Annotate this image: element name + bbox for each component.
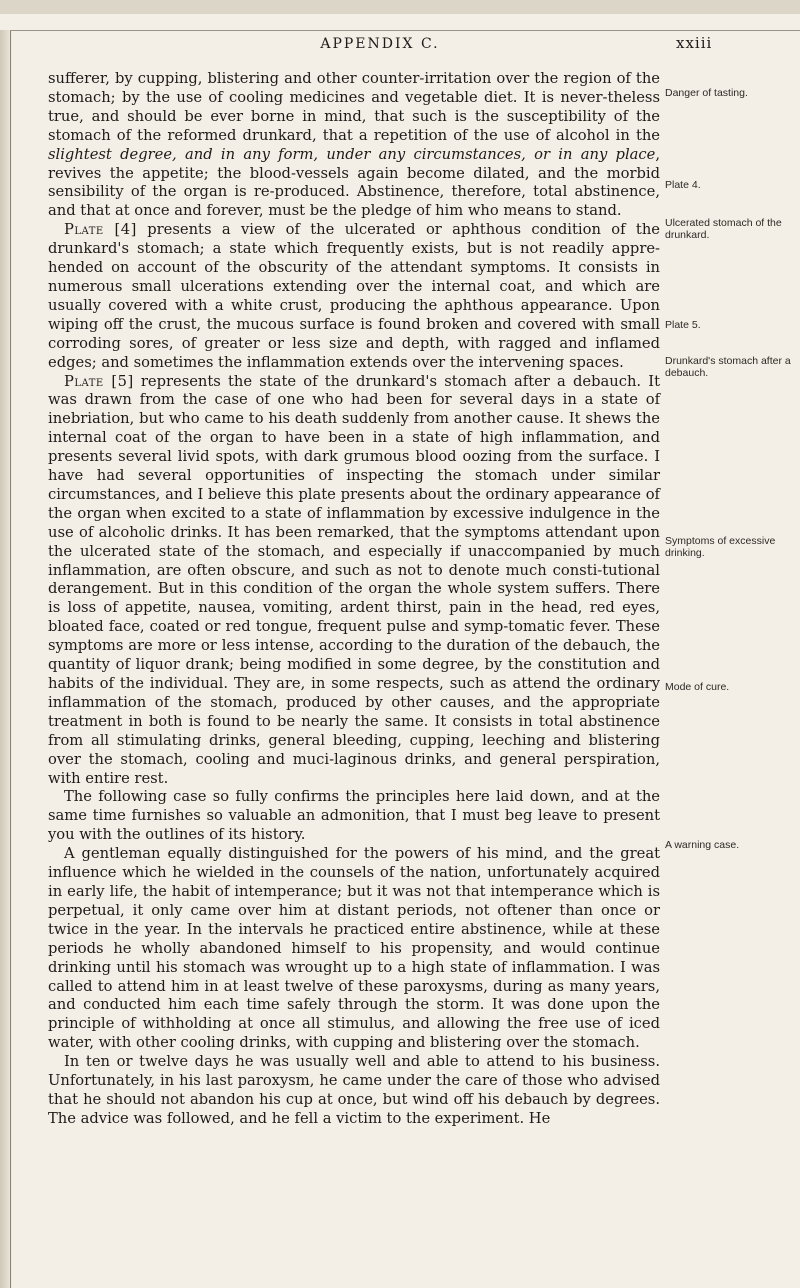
paragraph-2 — [48, 221, 660, 372]
header-rule — [10, 30, 800, 31]
paragraph-5: A gentleman equally distinguished for the powers of his mind, and the great influence which he wielded in the counsels of the nation, unfortunately acquired in early life, the habit of intemperance; but it was not that intemperance which is perpetual, it only came over him at distant periods, not oftener than once or twice in the year. In the intervals he practiced entire abstinence, while at these periods he wholly abandoned himself to his propensity, and would continue drinking until his stomach was wrought up to a high state of inflammation. I was called to attend him in at least twelve of these paroxysms, during as many years, and conducted him each time safely through the storm. It was done upon the principle of withholding at once all stimulus, and allowing the free use of iced water, with other cooling drinks, with cupping and blistering over the stomach. — [48, 845, 660, 1052]
paragraph-3-text: represents the state of the drunkard's stomach after a debauch. It was drawn from the case of one who had been for several days in a state of inebriation, but who came to his death suddenly from another cause. It shews the internal coat of the organ to have been in a state of high inflammation, and presents several livid spots, with dark grumous blood oozing from the surface. I have had several opportunities of inspecting the stomach under similar circumstances, and I believe this plate presents about the ordinary appearance of the organ when excited to a state of inflammation by excessive indulgence in the use of alcoholic drinks. It has been remarked, that the symptoms attendant upon the ulcerated state of the stomach, and especially if unaccompanied by much inflammation, are often obscure, and such as not to denote much consti-tutional derangement. But in this condition of the organ the whole system suffers. There is loss of appetite, nausea, vomiting, ardent thirst, pain in the head, red eyes, bloated face, coated or red tongue, frequent pulse and symp-tomatic fever. These symptoms are more or less intense, according to the duration of the debauch, the quantity of liquor drank; being modified in some degree, by the constitution and habits of the individual. They are, in some respects, such as attend the ordinary inflammation of the stomach, produced by other causes, and the appropriate treatment in both is found to be nearly the same. It consists in total abstinence from all stimulating drinks, general bleeding, cupping, leeching and blistering over the stomach, cooling and muci-laginous drinks, and general perspiration, with entire rest. — [48, 372, 660, 787]
page-number: xxiii — [676, 34, 713, 52]
paragraph-3 — [48, 373, 660, 789]
paragraph-1 — [48, 70, 660, 221]
previous-page-edge — [0, 0, 800, 14]
paragraph-4: The following case so fully confirms the principles here laid down, and at the same time furnishes so valuable an admonition, that I must beg leave to present you with the outlines of its history. — [48, 788, 660, 844]
paragraph-1-text-b: , revives the appetite; the blood-vessels again become dilated, and the morbid sensibility of the organ is re-produced. Abstinence, therefore, total abstinence, and that at once and forever, must be the pledge of him who means to stand. — [48, 145, 660, 220]
margin-note-plate-5: Plate 5. — [665, 319, 701, 331]
paragraph-6: In ten or twelve days he was usually well and able to attend to his business. Unfortunately, in his last paroxysm, he came under the care of those who advised that he should not abandon his cup at once, but wind off his debauch by degrees. The advice was followed, and he fell a victim to the experiment. He — [48, 1053, 660, 1127]
plate-5-reference: Plate [5] — [64, 372, 134, 390]
margin-note-drunkards-stomach: Drunkard's stomach after a debauch. — [665, 355, 791, 379]
plate-4-reference: Plate [4] — [64, 221, 137, 239]
margin-note-plate-4: Plate 4. — [665, 179, 701, 191]
paragraph-1-text-a: sufferer, by cupping, blistering and other counter-irritation over the region of the stomach; by the use of cooling medicines and vegetable diet. It is never-theless true, and should be ever borne in mind, that such is the susceptibility of the stomach of the reformed drunkard, that a repetition of the use of alcohol in the — [48, 70, 660, 144]
paragraph-1-emphasis: slightest degree, and in any form, under any circumstances, or in any place — [48, 145, 656, 163]
body-text — [48, 70, 660, 1129]
margin-note-mode-of-cure: Mode of cure. — [665, 681, 730, 693]
margin-note-ulcerated-stomach: Ulcerated stomach of the drunkard. — [665, 217, 782, 241]
margin-note-danger-of-tasting: Danger of tasting. — [665, 87, 748, 99]
paragraph-2-text: presents a view of the ulcerated or aphthous condition of the drunkard's stomach; a state which frequently exists, but is not readily appre-hended on account of the obscurity of the attendant symptoms. It consists in numerous small ulcerations extending over the internal coat, and which are usually covered with a white crust, producing the aphthous appearance. Upon wiping off the crust, the mucous surface is found broken and covered with small corroding sores, of greater or less size and depth, with ragged and inflamed edges; and sometimes the inflammation extends over the intervening spaces. — [48, 221, 660, 371]
margin-note-warning-case: A warning case. — [665, 839, 740, 851]
running-title: APPENDIX C. — [320, 36, 440, 52]
margin-note-symptoms: Symptoms of excessive drinking. — [665, 535, 776, 559]
binding-line — [10, 30, 11, 1288]
